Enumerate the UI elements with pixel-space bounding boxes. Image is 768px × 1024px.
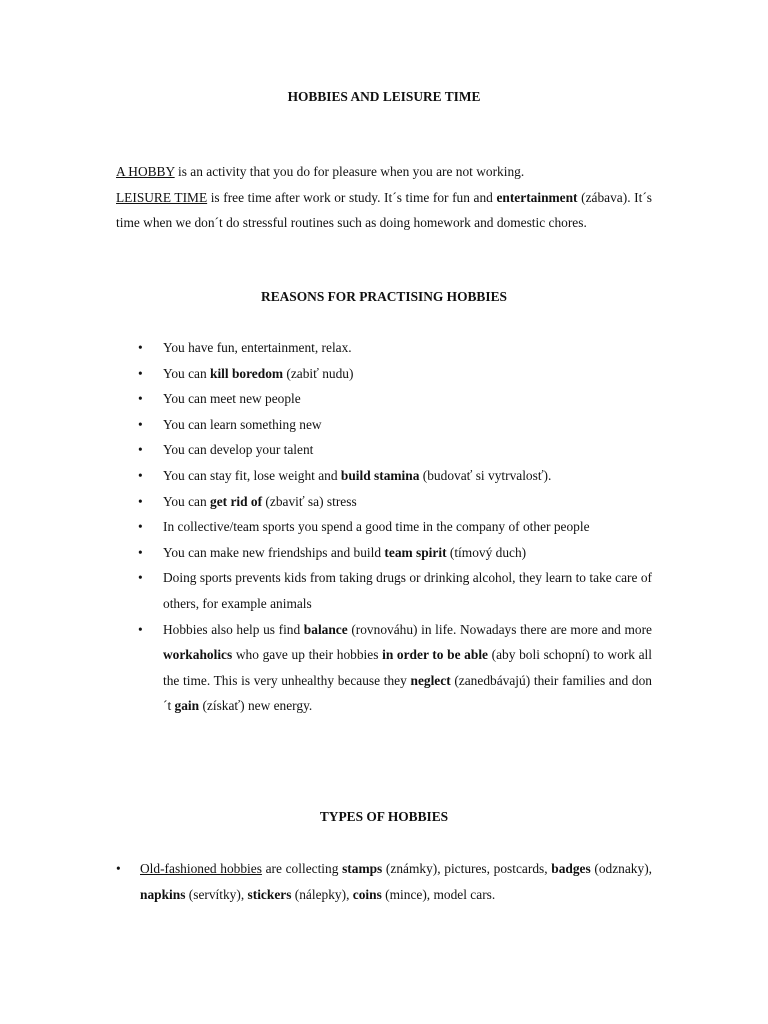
list-item: • You can make new friendships and build team spirit (tímový duch) [116, 540, 652, 566]
reasons-list [116, 335, 652, 719]
types-heading: TYPES OF HOBBIES [319, 809, 449, 824]
document-title: HOBBIES AND LEISURE TIME [287, 89, 481, 104]
list-item: • You can learn something new [116, 412, 652, 438]
list-item: • You can meet new people [116, 386, 652, 412]
leisure-definition-text-b: (zábava). It´s time when we don´t do stressful routines such as doing homework and domestic chores. [116, 189, 652, 231]
leisure-definition [116, 185, 652, 236]
hobby-term: A HOBBY [116, 164, 175, 179]
reasons-heading: REASONS FOR PRACTISING HOBBIES [261, 289, 507, 304]
list-item: • In collective/team sports you spend a good time in the company of other people [116, 514, 652, 540]
bullet-icon: • [138, 467, 143, 483]
bullet-icon: • [138, 391, 143, 407]
hobby-definition [116, 159, 652, 185]
bullet-icon: • [138, 544, 143, 560]
bullet-icon: • [138, 340, 143, 355]
bullet-icon: • [116, 861, 121, 876]
bullet-icon: • [138, 570, 143, 586]
list-item: • You can stay fit, lose weight and build stamina (budovať si vytrvalosť). [116, 463, 652, 489]
list-item: • Hobbies also help us find balance (rovnováhu) in life. Nowadays there are more and more workaholics who gave up their hobbies in order to be able (aby boli schopní) to work all the time. This is very unhealthy because they neglect (zanedbávajú) their families and don´t gain (získať) new energy. [116, 617, 652, 719]
list-item: • You can develop your talent [116, 437, 652, 463]
list-item: • You have fun, entertainment, relax. [116, 335, 652, 361]
bullet-icon: • [138, 493, 143, 509]
leisure-definition-text-a: is free time after work or study. It´s time for fun and [207, 189, 497, 205]
list-item: • Old-fashioned hobbies are collecting stamps (známky), pictures, postcards, badges (odznaky), napkins (servítky), stickers (nálepky), coins (mince), model cars. [116, 856, 652, 907]
hobby-definition-text: is an activity that you do for pleasure when you are not working. [174, 164, 525, 179]
list-item: • Doing sports prevents kids from taking drugs or drinking alcohol, they learn to take care of others, for example animals [116, 565, 652, 616]
bullet-icon: • [138, 519, 143, 535]
leisure-bold-term: entertainment [496, 189, 578, 205]
list-item: • You can kill boredom (zabiť nudu) [116, 361, 652, 387]
types-list [116, 856, 652, 907]
bullet-icon: • [138, 621, 143, 637]
list-item: • You can get rid of (zbaviť sa) stress [116, 489, 652, 515]
bullet-icon: • [138, 442, 143, 458]
bullet-icon: • [138, 365, 143, 381]
leisure-term: LEISURE TIME [116, 189, 208, 205]
bullet-icon: • [138, 416, 143, 432]
